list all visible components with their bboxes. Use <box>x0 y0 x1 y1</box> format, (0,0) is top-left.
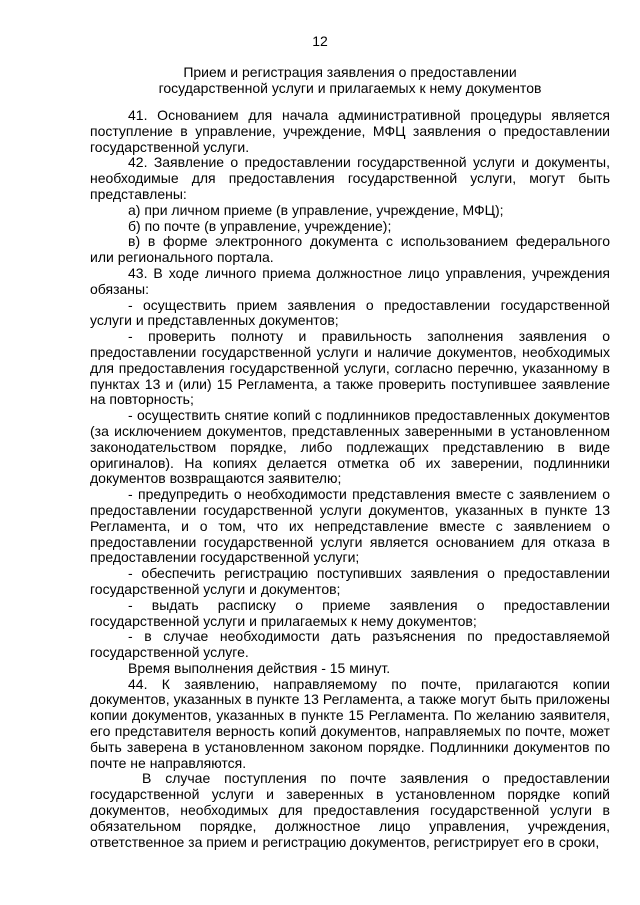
list-item-b: б) по почте (в управление, учреждение); <box>128 217 392 234</box>
paragraph-postal-case: В случае поступления по почте заявления о предоставлении государственной услуги и заверенных в установленном порядке копий документов, необходимых для предоставления государственной услуги в обязательном порядке, должностное лицо управления, учреждения, ответственное за прием и регистрацию документов, регистрирует его в сроки, <box>90 771 610 850</box>
paragraph-43: 43. В ходе личного приема должностное лицо управления, учреждения обязаны: <box>90 264 610 297</box>
section-title <box>90 64 610 96</box>
duty-item-2: - проверить полноту и правильность заполнения заявления о предоставлении государственной услуги и наличие документов, необходимых для предоставления государственной услуги, согласно перечню, указанному в пунктах 13 и (или) 15 Регламента, а также проверить поступившее заявление на повторность; <box>90 328 610 408</box>
execution-time-note: Время выполнения действия - 15 минут. <box>128 659 391 676</box>
duty-item-5: - обеспечить регистрацию поступивших заявления о предоставлении государственной услуги и документов; <box>90 565 610 597</box>
paragraph-42: 42. Заявление о предоставлении государственной услуги и документы, необходимые для предоставления государственной услуги, могут быть представлены: <box>90 154 610 202</box>
duty-item-4: - предупредить о необходимости представления вместе с заявлением о предоставлении государственной услуги документов, указанных в пункте 13 Регламента, и о том, что их непредставление вместе с заявлением о предоставлении государственной услуги является основанием для отказа в предоставлении государственной услуги; <box>90 486 610 566</box>
section-title-line-1: Прием и регистрация заявления о предоставлении <box>183 64 517 80</box>
section-title-line-2: государственной услуги и прилагаемых к нему документов <box>158 80 542 96</box>
document-body <box>90 108 610 850</box>
duty-item-6: - выдать расписку о приеме заявления о предоставлении государственной услуги и прилагаемых к нему документов; <box>90 596 610 629</box>
page-number: 12 <box>312 33 328 49</box>
paragraph-44: 44. К заявлению, направляемому по почте, прилагаются копии документов, указанных в пункте 13 Регламента, а также могут быть приложены копии документов, указанных в пункте 15 Регламента. По желанию заявителя, его представителя верность копий документов, направляемых по почте, может быть заверена в установленном законом порядке. Подлинники документов по почте не направляются. <box>90 675 610 771</box>
duty-item-1: - осуществить прием заявления о предоставлении государственной услуги и представленных документов; <box>90 296 610 329</box>
list-item-a: а) при личном приеме (в управление, учреждение, МФЦ); <box>128 201 504 218</box>
duty-item-7: - в случае необходимости дать разъяснения по предоставляемой государственной услуге. <box>90 628 610 661</box>
duty-item-3: - осуществить снятие копий с подлинников предоставленных документов (за исключением документов, представленных заверенными в установленном законодательством порядке, либо подлежащих представлению в виде оригиналов). На копиях делается отметка об их заверении, подлинники документов возвращаются заявителю; <box>90 407 610 487</box>
list-item-v: в) в форме электронного документа с использованием федерального или регионального портала. <box>90 233 610 266</box>
paragraph-41: 41. Основанием для начала административной процедуры является поступление в управление, учреждение, МФЦ заявления о предоставлении государственной услуги. <box>90 107 610 155</box>
